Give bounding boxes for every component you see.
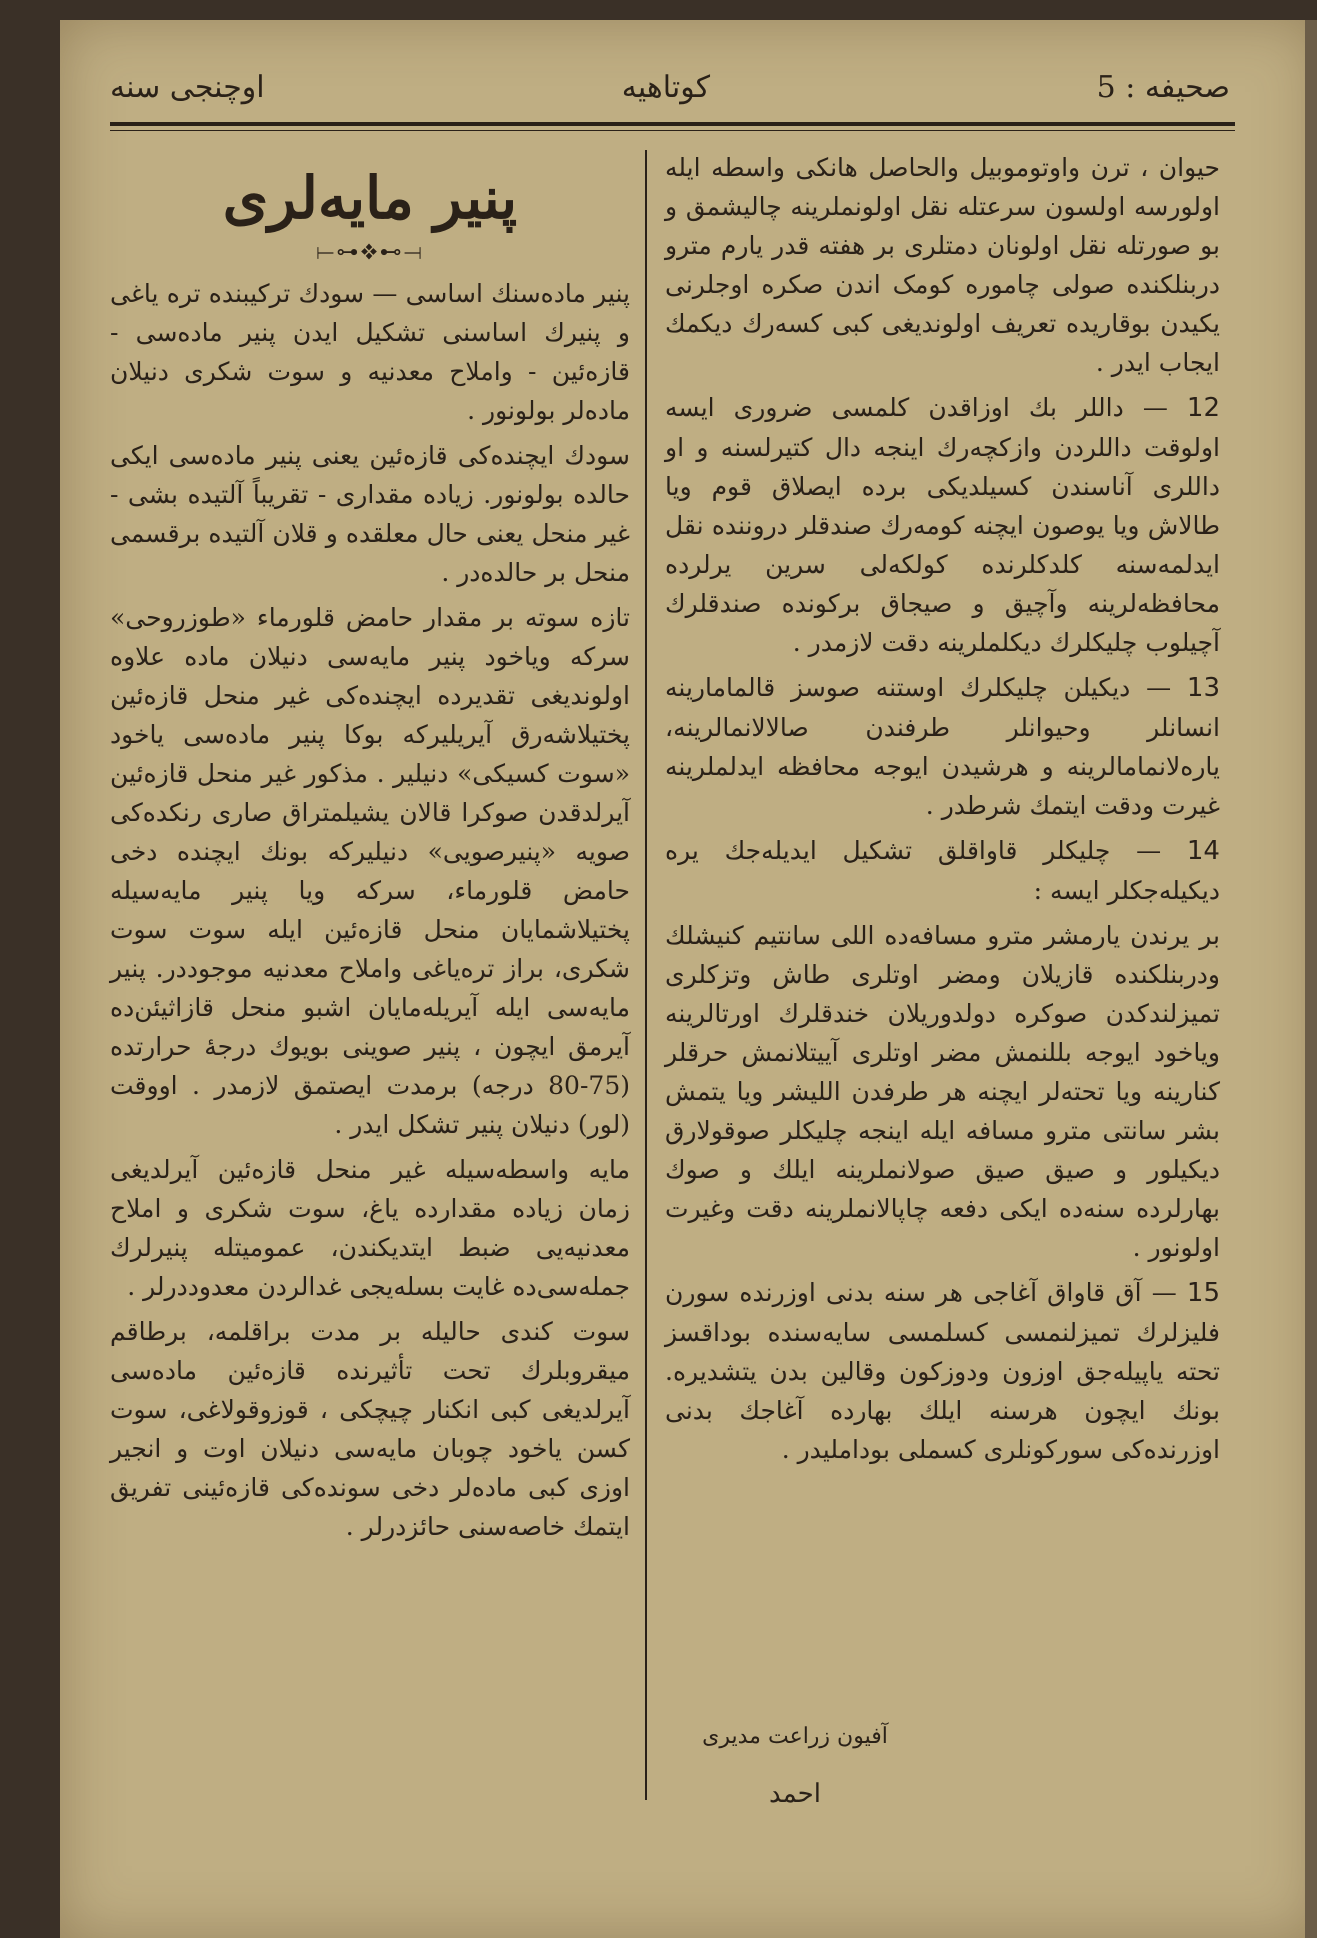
paragraph-14 bbox=[665, 831, 1220, 910]
paragraph-text: — داللر بك اوزاقدن کلمسی ضروری ایسه اولوقت داللردن وازکچه‌رك اینجه دال کتیرلسنه و او داللری آناسندن کسیلدیکی برده ایصلاق قوم ویا طالاش ویا یوصون ایچنه کومه‌رك صندقلر دروننده نقل ایدلمه‌سنه کلدکلرنده کولکه‌لی سرین یرلرده محافظه‌لرینه وآچیق و صیجاق برکونده صندقلرك آچیلوب چلیکلرك دیکلملرینه دقت لازمدر . bbox=[665, 393, 1220, 657]
item-number: 15 bbox=[1186, 1278, 1220, 1308]
left-column bbox=[110, 148, 630, 1552]
newspaper-name: کوتاهیه bbox=[621, 70, 710, 105]
paragraph-14b: بر یرندن یارمشر مترو مسافه‌ده اللی سانتیم کنیشلك ودربنلکنده قازیلان ومضر اوتلری طاش وتزکلری تمیزلندکدن صوکره دولدوریلان خندقلرك اورتالرینه ویاخود ایوجه بللنمش مضر اوتلری آییتلانمش حرقلر کنارینه ویا تحته‌لر ایچنه هر طرفدن اللیشر ویا یتمش بشر سانتی مترو مسافه ایله اینجه چلیکلر صوقولارق دیکیلور و صیق صیق صولانملرینه ایلك و صوك بهارلرده سنه‌ده ایکی دفعه چاپالانملرینه دقت وغیرت اولونور . bbox=[665, 921, 1220, 1262]
right-column bbox=[665, 148, 1220, 1475]
column-divider bbox=[645, 150, 647, 1800]
paragraph-5: سوت کندی حالیله بر مدت براقلمه، برطاقم میقروبلرك تحت تأثیرنده قازه‌ئین ماده‌سی آیرلدیغی کبی انکنار چیچکی ، قوزوقولاغی، سوت کسن یاخود چوبان مایه‌سی دنیلان اوت و انجیر اوزی کبی ماده‌لر دخی سونده‌کی قازه‌ئینی تفریق ایتمك خاصه‌سنی حائزدرلر . bbox=[110, 1317, 630, 1541]
header-rule-thin bbox=[110, 130, 1235, 131]
signature-block bbox=[660, 1720, 930, 1814]
paragraph-text: — آق قاواق آغاجی هر سنه بدنی اوزرنده سورن فلیزلرك تمیزلنمسی کسلمسی سایه‌سنده بوداقسز تحته یاپیله‌جق اوزون ودوزکون وقالین بدن یتشدیره. بونك ایچون هرسنه ایلك بهارده آغاجك بدنی اوزرنده‌کی سورکونلری کسملی بوداملیدر . bbox=[665, 1278, 1220, 1464]
article-title: پنیر مایه‌لری bbox=[222, 164, 518, 232]
item-number: 13 bbox=[1186, 673, 1220, 703]
paragraph-12 bbox=[665, 388, 1220, 662]
signature-role: آفیون زراعت مدیری bbox=[702, 1724, 888, 1749]
page-edge bbox=[1305, 20, 1317, 1938]
paragraph-1: پنیر ماده‌سنك اساسی — سودك ترکیبنده تره یاغی و پنیرك اساسنی تشکیل ایدن پنیر ماده‌سی - قازه‌ئین - واملاح معدنیه و سوت شکری دنیلان ماده‌لر بولونور . bbox=[110, 279, 630, 425]
paragraph-4: مایه واسطه‌سیله غیر منحل قازه‌ئین آیرلدیغی زمان زیاده مقدارده یاغ، سوت شکری و املاح معدنیه‌یی ضبط ایتدیکندن، عمومیتله پنیرلرك جمله‌سی‌ده غایت بسله‌یجی غدالردن معدوددرلر . bbox=[110, 1155, 630, 1301]
paragraph-intro: حیوان ، ترن واوتوموبیل والحاصل هانکی واسطه ایله اولورسه اولسون سرعتله نقل اولونملرینه چالیشمق و بو صورتله نقل اولونان دمتلری بر هفته قدر یارم مترو دربنلکنده صولی چاموره کومک اندن صکره اوجلرنی یکیدن بوقاریده تعریف اولوندیغی کبی کسه‌رك دیکمك ایجاب ایدر . bbox=[665, 153, 1220, 377]
item-number: 14 bbox=[1186, 836, 1220, 866]
title-ornament: ⟝⊶❖⊷⟞ bbox=[316, 240, 424, 265]
paragraph-15 bbox=[665, 1273, 1220, 1469]
paragraph-13 bbox=[665, 668, 1220, 825]
paragraph-text: — دیکیلن چلیکلرك اوستنه صوسز قالمامارینه انسانلر وحیوانلر طرفندن صالالانمالرینه، یاره‌لانمامالرینه و هرشیدن ایوجه محافظه ایدلملرینه غیرت ودقت ایتمك شرطدر . bbox=[665, 673, 1220, 820]
header-rule bbox=[110, 122, 1235, 126]
paragraph-3: تازه سوته بر مقدار حامض قلورماء «طوزروحی» سرکه ویاخود پنیر مایه‌سی دنیلان ماده علاوه اولوندیغی تقدیرده ایچنده‌کی غیر منحل قازه‌ئین پختیلاشه‌رق آیریلیرکه بوکا پنیر ماده‌سی یاخود «سوت کسیکی» دنیلیر . مذکور غیر منحل قازه‌ئین آیرلدقدن صوکرا قالان یشیلمتراق صاری رنکده‌کی صویه «پنیرصویی» دنیلیرکه بونك ایچنده دخی حامض قلورماء، سرکه ویا پنیر مایه‌سیله پختیلاشمایان منحل قازه‌ئین ایله سوت سوت شکری، براز تره‌یاغی واملاح معدنیه موجوددر. پنیر مایه‌سی ایله آیریله‌مایان اشبو منحل قازاثیئن‌ده آیرمق ایچون ، پنیر صوینی بویوك درجه‌ٔ حرارتده (75-80 درجه) برمدت ایصتمق لازمدر . اووقت (لور) دنیلان پنیر تشکل ایدر . bbox=[110, 603, 630, 1139]
paragraph-2: سودك ایچنده‌کی قازه‌ئین یعنی پنیر ماده‌سی ایکی حالده بولونور. زیاده مقداری - تقریباً آلتیده بشی - غیر منحل یعنی حال معلقده و قلان آلتیده برقسمی منحل بر حالده‌در . bbox=[110, 441, 630, 587]
year-label: اوچنجی سنه bbox=[110, 70, 265, 105]
item-number: 12 bbox=[1186, 393, 1220, 423]
page-header bbox=[110, 70, 1230, 120]
signature-name: احمد bbox=[769, 1779, 821, 1809]
page-number: صحیفه : 5 bbox=[1096, 70, 1230, 105]
paragraph-text: — چلیکلر قاواقلق تشکیل ایدیله‌جك یره دیکیله‌جکلر ایسه : bbox=[665, 836, 1220, 905]
